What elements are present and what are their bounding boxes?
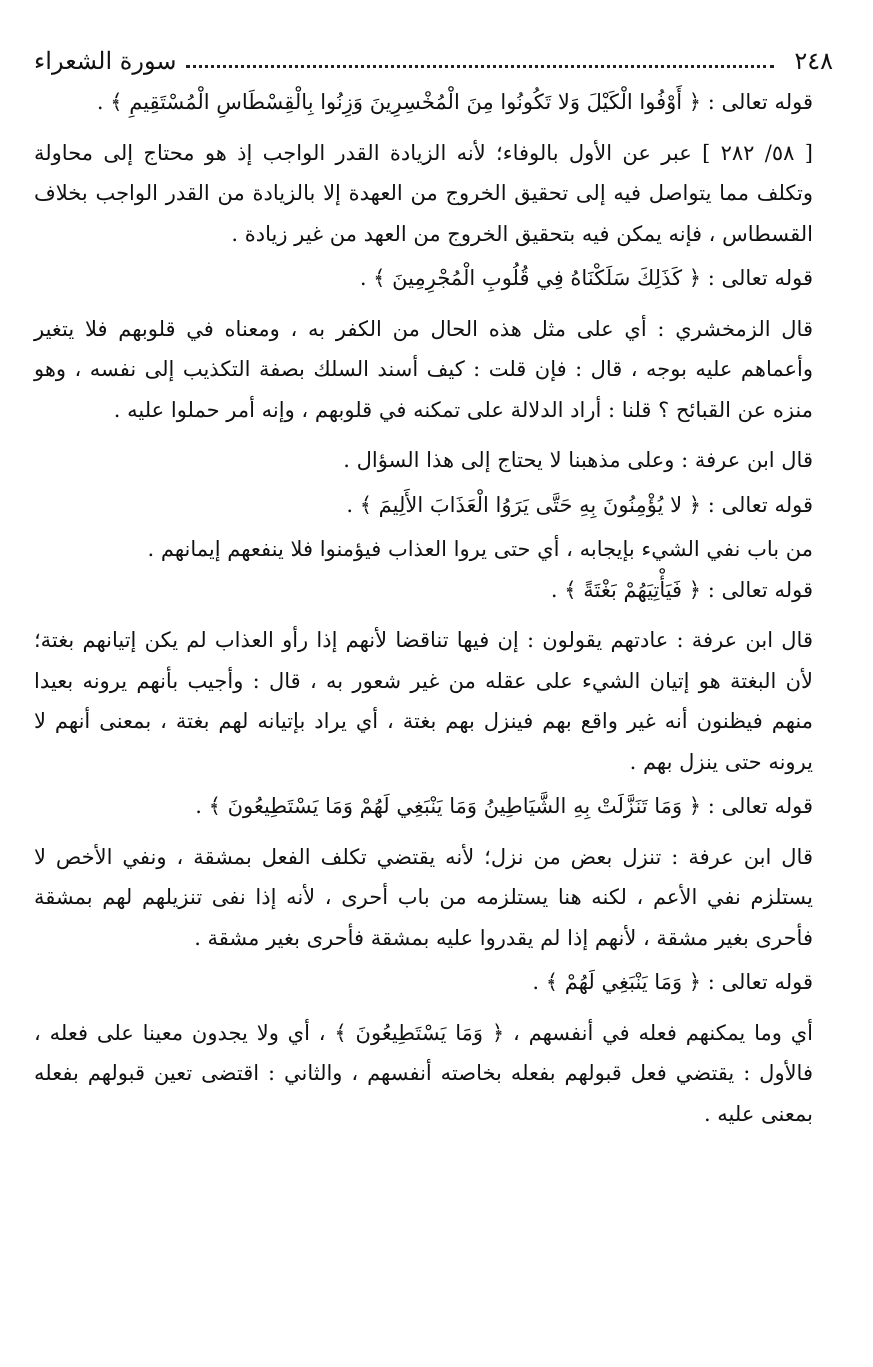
- commentary-paragraph: قال ابن عرفة : عادتهم يقولون : إن فيها تناقضا لأنهم إذا رأو العذاب لم يكن إتيانهم بغتة؛ لأن البغتة هو إتيان الشيء على عقله من غير شعور به ، قال : وأجيب بأنهم يرونه بعيدا منهم فيظنون أنه غير واقع بهم فينزل بهم بغتة ، أي يراد بإتيانه لهم بغتة ، بمعنى أنهم لا يرونه حتى ينزل بهم .: [34, 628, 813, 774]
- commentary-paragraph: قال ابن عرفة : تنزل بعض من نزل؛ لأنه يقتضي تكلف الفعل بمشقة ، ونفي الأخص لا يستلزم نفي الأعم ، لكنه هنا يستلزمه من باب أحرى ، لأنه إذا نفى تنزيلهم لهم بمشقة فأحرى بغير مشقة ، لأنهم إذا لم يقدروا عليه بمشقة فأحرى بغير مشقة .: [34, 844, 813, 950]
- commentary-paragraph: [ ٥٨/ ٢٨٢ ] عبر عن الأول بالوفاء؛ لأنه الزيادة القدر الواجب إذ هو محتاج إلى محاولة وتكلف مما يتواصل فيه إلى تحقيق الخروج من العهدة إلا بالزيادة من القدر الواجب بخلاف القسطاس ، فإنه يمكن فيه بتحقيق الخروج من العهد من غير زيادة .: [34, 140, 813, 246]
- commentary-paragraph: من باب نفي الشيء بإيجابه ، أي حتى يروا العذاب فيؤمنوا فلا ينفعهم إيمانهم .: [147, 537, 813, 561]
- commentary-paragraph: قال ابن عرفة : وعلى مذهبنا لا يحتاج إلى هذا السؤال .: [343, 448, 813, 472]
- commentary-paragraph: قال الزمخشري : أي على مثل هذه الحال من الكفر به ، ومعناه في قلوبهم فلا يتغير وأعماهم عليه بوجه ، قال : فإن قلت : كيف أسند السلك بصفة التكذيب إلى نفسه ، وهو منزه عن القبائح ؟ قلنا : أراد الدلالة على تمكنه في قلوبهم ، وإنه أمر حملوا عليه .: [34, 316, 813, 422]
- verse-heading: قوله تعالى : ﴿ لا يُؤْمِنُونَ بِهِ حَتَّى يَرَوُا الْعَذَابَ الأَلِيمَ ﴾ .: [346, 492, 813, 517]
- commentary-paragraph: أي وما يمكنهم فعله في أنفسهم ، ﴿ وَمَا يَسْتَطِيعُونَ ﴾ ، أي ولا يجدون معينا على فعله ، فالأول : يقتضي فعل قبولهم بفعله بخاصته أنفسهم ، والثاني : اقتضى تعين قبولهم بفعله بمعنى عليه .: [34, 1020, 813, 1126]
- page-body: [34, 82, 833, 1134]
- verse-heading: قوله تعالى : ﴿ وَمَا تَنَزَّلَتْ بِهِ الشَّيَاطِينُ وَمَا يَنْبَغِي لَهُمْ وَمَا يَسْتَطِيعُونَ ﴾ .: [195, 794, 813, 818]
- verse-heading: قوله تعالى : ﴿ أَوْفُوا الْكَيْلَ وَلا تَكُونُوا مِنَ الْمُخْسِرِينَ وَزِنُوا بِالْقِسْطَاسِ الْمُسْتَقِيمِ ﴾ .: [96, 90, 813, 114]
- header-dotted-rule: [186, 65, 774, 68]
- verse-heading: قوله تعالى : ﴿ فَيَأْتِيَهُمْ بَغْتَةً ﴾ .: [550, 577, 813, 602]
- surah-title: سورة الشعراء: [34, 47, 177, 75]
- verse-heading: قوله تعالى : ﴿ كَذَلِكَ سَلَكْنَاهُ فِي قُلُوبِ الْمُجْرِمِينَ ﴾ .: [359, 266, 813, 290]
- verse-heading: قوله تعالى : ﴿ وَمَا يَنْبَغِي لَهُمْ ﴾ .: [532, 970, 813, 994]
- page-number: ٢٤٨: [794, 47, 833, 75]
- page-header: [34, 40, 833, 82]
